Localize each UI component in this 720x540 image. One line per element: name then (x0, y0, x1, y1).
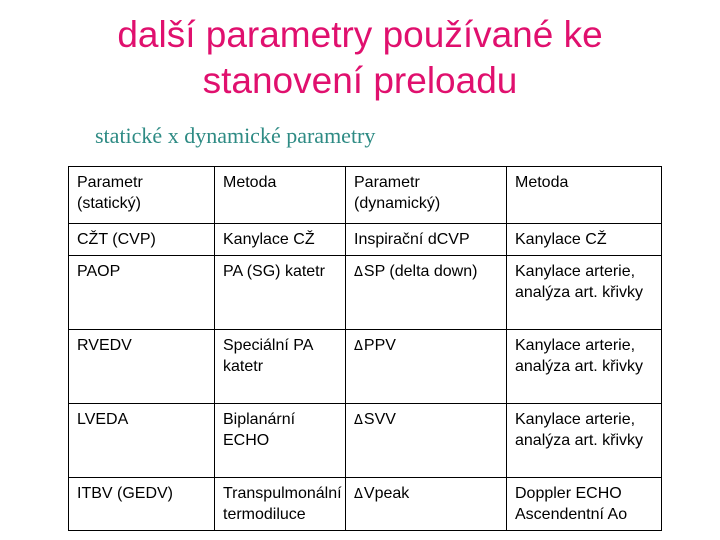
header-static-parameter: Parametr (statický) (69, 167, 215, 224)
method-cell: Speciální PA katetr (215, 330, 346, 404)
static-parameter-cell: LVEDA (69, 404, 215, 478)
page-title-line-2: stanovení preloadu (202, 60, 518, 101)
page-subtitle: statické x dynamické parametry (95, 123, 376, 148)
dynamic-parameter-label: Vpeak (363, 485, 410, 502)
method-cell: Doppler ECHO Ascendentní Ao (507, 478, 662, 531)
dynamic-parameter-cell (346, 330, 507, 404)
table-row (69, 330, 662, 404)
static-parameter-cell: ITBV (GEDV) (69, 478, 215, 531)
header-method-2: Metoda (507, 167, 662, 224)
method-cell: PA (SG) katetr (215, 256, 346, 330)
dynamic-parameter-label: SVV (363, 411, 396, 428)
parameters-table (68, 166, 662, 531)
method-cell: Kanylace arterie, analýza art. křivky (507, 330, 662, 404)
table-row (69, 404, 662, 478)
header-dynamic-parameter: Parametr (dynamický) (346, 167, 507, 224)
method-cell: Kanylace CŽ (507, 224, 662, 256)
static-parameter-cell: CŽT (CVP) (69, 224, 215, 256)
delta-icon: Δ (354, 413, 363, 428)
page-title (0, 12, 720, 104)
static-parameter-cell: RVEDV (69, 330, 215, 404)
dynamic-parameter-label: SP (delta down) (363, 263, 478, 280)
dynamic-parameter-cell (346, 478, 507, 531)
dynamic-parameter-label: PPV (363, 337, 396, 354)
delta-icon: Δ (354, 487, 363, 502)
table-header-row (69, 167, 662, 224)
dynamic-parameter-cell (346, 404, 507, 478)
delta-icon: Δ (354, 265, 363, 280)
method-cell: Transpulmonální termodiluce (215, 478, 346, 531)
method-cell: Kanylace arterie, analýza art. křivky (507, 256, 662, 330)
table-row (69, 256, 662, 330)
dynamic-parameter-cell (346, 256, 507, 330)
table-row (69, 224, 662, 256)
dynamic-parameter-cell: Inspirační dCVP (346, 224, 507, 256)
method-cell: Biplanární ECHO (215, 404, 346, 478)
method-cell: Kanylace CŽ (215, 224, 346, 256)
method-cell: Kanylace arterie, analýza art. křivky (507, 404, 662, 478)
page-title-line-1: další parametry používané ke (117, 14, 603, 55)
static-parameter-cell: PAOP (69, 256, 215, 330)
header-method-1: Metoda (215, 167, 346, 224)
table-row (69, 478, 662, 531)
delta-icon: Δ (354, 339, 363, 354)
